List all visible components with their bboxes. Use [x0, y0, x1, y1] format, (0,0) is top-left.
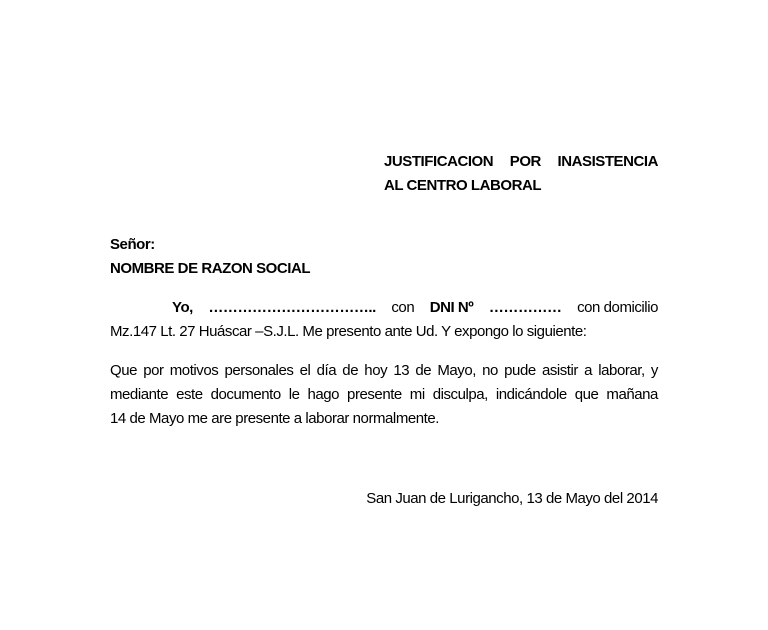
body-word: presente — [347, 386, 402, 403]
body-word: mi — [409, 386, 425, 403]
body-word: hago — [307, 386, 340, 403]
body-line-2 — [110, 385, 658, 405]
dni-label: DNI Nº — [429, 299, 474, 316]
body-word: documento — [210, 386, 281, 403]
body-word: día — [316, 362, 337, 379]
intro-line-1 — [172, 298, 658, 318]
body-word: a — [584, 362, 593, 379]
body-word: por — [143, 362, 164, 379]
body-word: este — [176, 386, 203, 403]
intro-yo: Yo, — [172, 299, 193, 316]
title-line-2: AL CENTRO LABORAL — [384, 177, 542, 194]
title-word-2: POR — [509, 153, 541, 170]
body-word: indicándole — [495, 386, 567, 403]
body-word: no — [482, 362, 498, 379]
intro-line-2: Mz.147 Lt. 27 Huáscar –S.J.L. Me presento ante Ud. Y expongo lo siguiente: — [110, 323, 587, 340]
body-word: 13 — [393, 362, 410, 379]
body-word: el — [299, 362, 311, 379]
body-word: de — [342, 362, 359, 379]
body-word: asistir — [541, 362, 578, 379]
body-word: pude — [504, 362, 536, 379]
salutation: Señor: — [110, 236, 155, 253]
intro-con: con — [391, 299, 415, 316]
company-name: NOMBRE DE RAZON SOCIAL — [110, 260, 311, 277]
body-word: le — [288, 386, 300, 403]
name-blank: …………………………….. — [208, 299, 376, 316]
title-word-3: INASISTENCIA — [557, 153, 658, 170]
dni-blank: …………… — [488, 299, 562, 316]
body-line-3: 14 de Mayo me are presente a laborar normalmente. — [110, 410, 439, 427]
body-word: mediante — [110, 386, 169, 403]
intro-con-domicilio: con domicilio — [577, 299, 658, 316]
body-word: personales — [224, 362, 294, 379]
body-line-1 — [110, 361, 658, 381]
title-line-1 — [384, 152, 658, 172]
body-word: mañana — [606, 386, 658, 403]
body-word: y — [650, 362, 658, 379]
body-word: disculpa, — [432, 386, 488, 403]
body-word: laborar, — [598, 362, 645, 379]
body-word: hoy — [364, 362, 388, 379]
body-word: que — [574, 386, 599, 403]
body-word: de — [415, 362, 432, 379]
body-word: motivos — [169, 362, 219, 379]
body-word: Que — [110, 362, 138, 379]
body-word: Mayo, — [437, 362, 476, 379]
title-word-1: JUSTIFICACION — [384, 153, 494, 170]
place-date: San Juan de Lurigancho, 13 de Mayo del 2014 — [366, 490, 658, 507]
